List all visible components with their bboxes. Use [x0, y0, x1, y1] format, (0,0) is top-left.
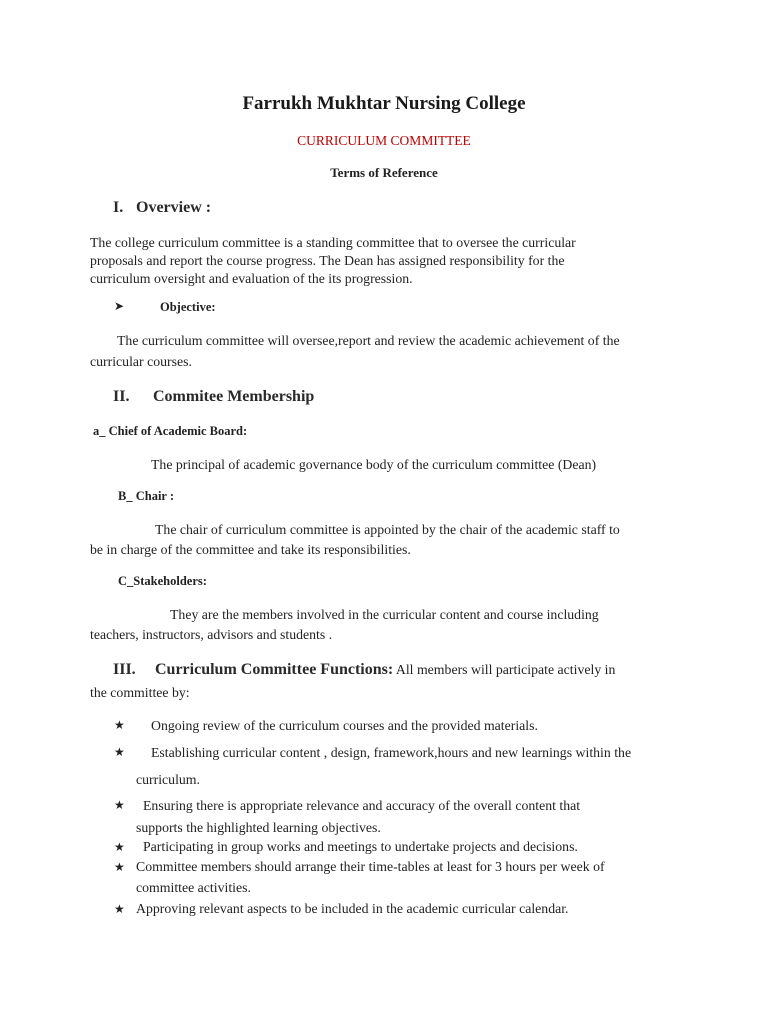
function-item-3-line-2: supports the highlighted learning objectives.	[136, 820, 381, 835]
overview-line-1: The college curriculum committee is a standing committee that to oversee the curricular	[90, 235, 576, 250]
objective-line-2: curricular courses.	[90, 354, 192, 369]
functions-intro-line-2: the committee by:	[90, 685, 190, 700]
stakeholders-line-2: teachers, instructors, advisors and students .	[90, 627, 333, 642]
star-bullet-icon: ★	[114, 745, 125, 759]
star-bullet-icon: ★	[114, 798, 125, 812]
chair-line-1: The chair of curriculum committee is appointed by the chair of the academic staff to	[155, 522, 620, 537]
overview-line-3: curriculum oversight and evaluation of the its progression.	[90, 271, 413, 286]
function-item-4: Participating in group works and meetings to undertake projects and decisions.	[143, 839, 578, 854]
section-1-number: I.	[113, 199, 124, 216]
function-item-5-line-1: Committee members should arrange their time-tables at least for 3 hours per week of	[136, 859, 605, 874]
page-title: Farrukh Mukhtar Nursing College	[242, 93, 526, 114]
chair-line-2: be in charge of the committee and take its responsibilities.	[90, 542, 411, 557]
chair-label: B_ Chair :	[118, 489, 175, 503]
function-item-3-line-1: Ensuring there is appropriate relevance and accuracy of the overall content that	[143, 798, 581, 813]
stakeholders-line-1: They are the members involved in the curricular content and course including	[170, 607, 599, 622]
star-bullet-icon: ★	[114, 860, 125, 874]
arrow-bullet-icon: ➤	[114, 299, 125, 313]
section-3-number: III.	[113, 661, 136, 678]
section-1-heading: Overview :	[136, 199, 212, 216]
function-item-6: Approving relevant aspects to be included in the academic curricular calendar.	[136, 901, 569, 916]
section-3-heading: Curriculum Committee Functions:	[155, 661, 394, 678]
functions-intro-tail: All members will participate actively in	[393, 662, 616, 677]
stakeholders-label: C_Stakeholders:	[118, 574, 207, 588]
function-item-5-line-2: committee activities.	[136, 880, 251, 895]
star-bullet-icon: ★	[114, 840, 125, 854]
page-subtitle: CURRICULUM COMMITTEE	[297, 133, 471, 148]
terms-of-reference-heading: Terms of Reference	[330, 165, 438, 180]
star-bullet-icon: ★	[114, 902, 125, 916]
star-bullet-icon: ★	[114, 718, 125, 732]
section-2-heading: Commitee Membership	[153, 388, 315, 405]
objective-line-1: The curriculum committee will oversee,report and review the academic achievement of the	[117, 333, 620, 348]
section-3-heading-line	[155, 661, 615, 679]
overview-line-2: proposals and report the course progress. The Dean has assigned responsibility for the	[90, 253, 565, 268]
chief-label: a_ Chief of Academic Board:	[93, 424, 248, 438]
function-item-2-line-1: Establishing curricular content , design, framework,hours and new learnings within the	[151, 745, 632, 760]
objective-label: Objective:	[160, 300, 216, 314]
chief-text: The principal of academic governance body of the curriculum committee (Dean)	[151, 457, 597, 472]
function-item-2-line-2: curriculum.	[136, 772, 200, 787]
section-2-number: II.	[113, 388, 130, 405]
function-item-1: Ongoing review of the curriculum courses and the provided materials.	[151, 718, 538, 733]
